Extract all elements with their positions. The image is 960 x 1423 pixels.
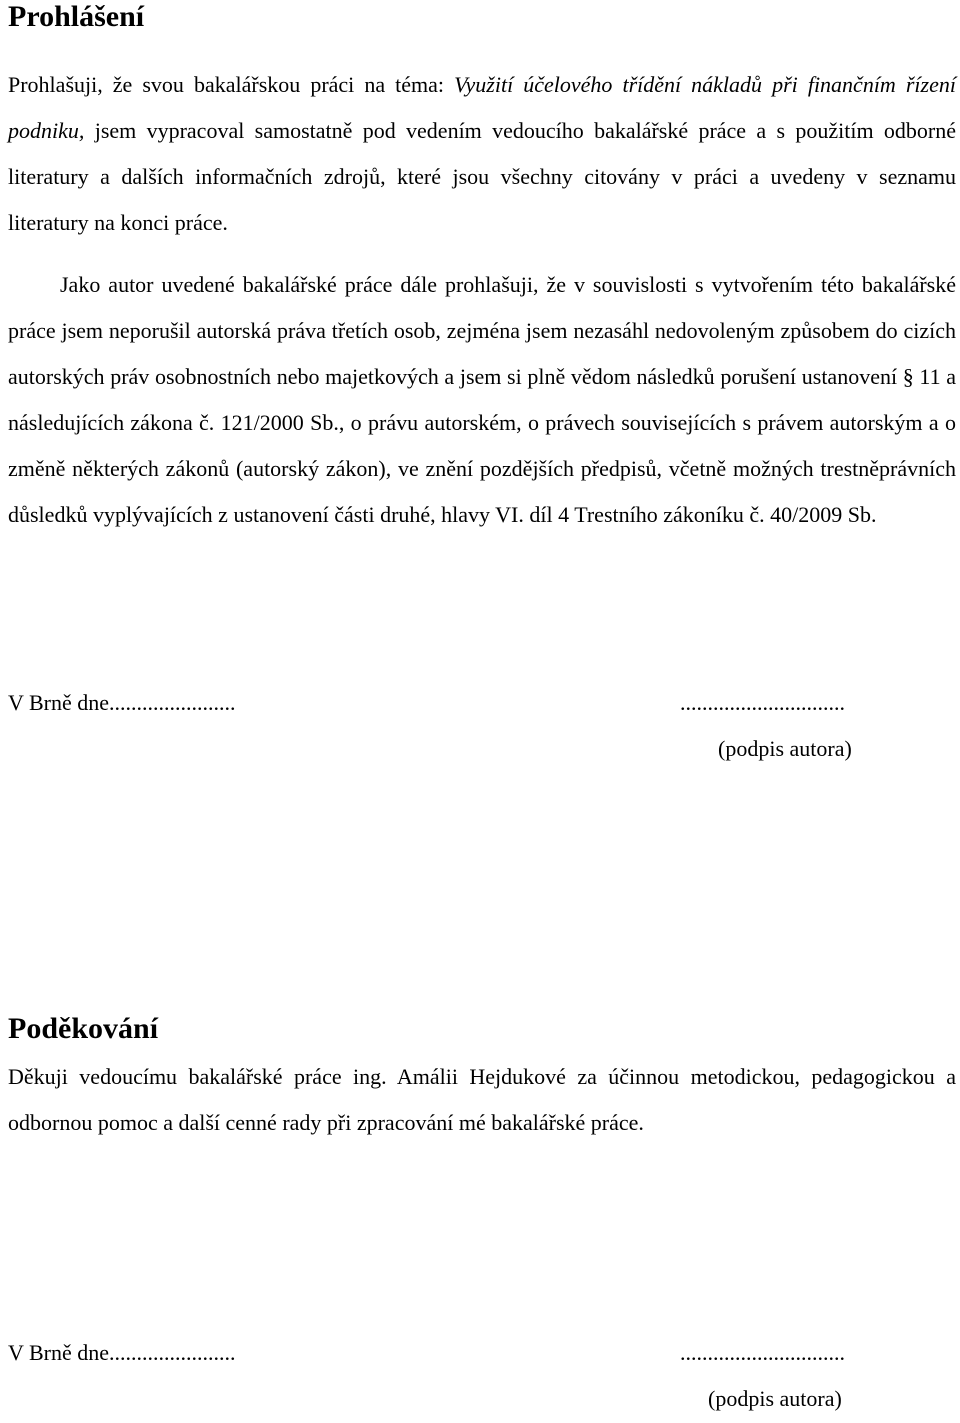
signature-line: .............................. [680, 1340, 845, 1365]
declaration-intro-text: Prohlašuji, že svou bakalářskou práci na téma: [8, 72, 455, 97]
signature-label: (podpis autora) [718, 736, 852, 761]
thesis-topic: Využití účelového třídění nákladů při finančním řízení podniku, [8, 72, 956, 143]
declaration-paragraph-2: Jako autor uvedené bakalářské práce dále prohlašuji, že v souvislosti s vytvořením této bakalářské práce jsem neporušil autorská práva třetích osob, zejména jsem nezasáhl nedovoleným způsobem do cizích autorských práv osobnostních nebo majetkových a jsem si plně vědom následků porušení ustanovení § 11 a následujících zákona č. 121/2000 Sb., o právu autorském, o právech souvisejících s právem autorským a o změně některých zákonů (autorský zákon), ve znění pozdějších předpisů, včetně možných trestněprávních důsledků vyplývajících z ustanovení části druhé, hlavy VI. díl 4 Trestního zákoníku č. 40/2009 Sb. [8, 272, 956, 527]
signature-label: (podpis autora) [708, 1386, 842, 1411]
declaration-paragraph-1 [8, 62, 956, 246]
acknowledgement-heading: Poděkování [8, 1012, 159, 1045]
signature-place-date: V Brně dne....................... [8, 1340, 236, 1365]
acknowledgement-paragraph: Děkuji vedoucímu bakalářské práce ing. Amálii Hejdukové za účinnou metodickou, pedagogickou a odbornou pomoc a další cenné rady při zpracování mé bakalářské práce. [8, 1064, 956, 1135]
declaration-heading: Prohlášení [8, 0, 145, 33]
signature-line: .............................. [680, 690, 845, 715]
declaration-rest-text: jsem vypracoval samostatně pod vedením vedoucího bakalářské práce a s použitím odborné literatury a dalších informačních zdrojů, které jsou všechny citovány v práci a uvedeny v seznamu literatury na konci práce. [8, 118, 956, 235]
signature-place-date: V Brně dne....................... [8, 690, 236, 715]
